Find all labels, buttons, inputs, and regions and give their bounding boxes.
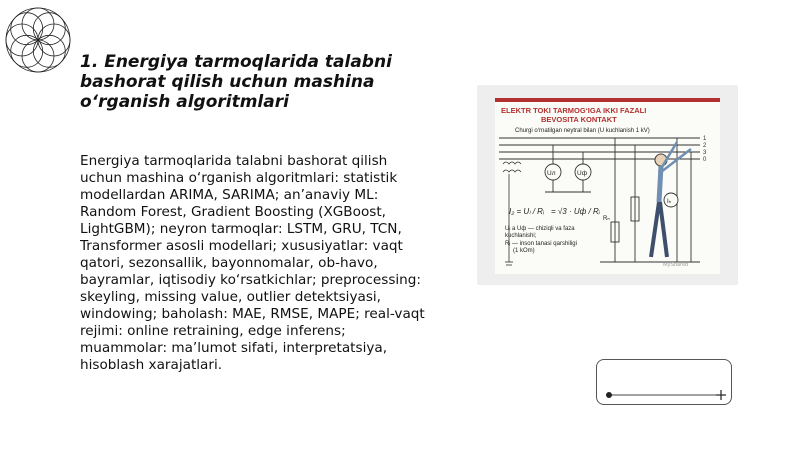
legend-line-2: kuchlanishi; — [505, 233, 537, 239]
slide-title: 1. Energiya tarmoqlarida talabni bashorat qilish uchun mashina o‘rganish algoritmlari — [80, 52, 392, 112]
svg-text:3: 3 — [703, 150, 707, 156]
legend-line-4: (1 kOm) — [513, 248, 535, 254]
legend-line-3: Rᵢ — inson tanasi qarshiligi — [505, 241, 577, 247]
figure-subtitle: Churgi o‘rnatilgan neytral bilan (U kuchlanish 1 kV) — [515, 128, 650, 134]
svg-text:0: 0 — [703, 157, 707, 163]
rosette-logo-icon — [4, 6, 72, 74]
formula-rhs: = √3 · Uф / Rᵢ — [551, 207, 600, 216]
legend-line-1: Uₗ a Uф — chiziqli va faza — [505, 226, 575, 232]
figure-heading-1: ELEKTR TOKI TARMOG‘IGA IKKI FAZALI — [501, 106, 647, 115]
figure-watermark: MyShared — [663, 262, 689, 268]
dot-icon[interactable] — [606, 392, 612, 398]
svg-text:1: 1 — [703, 136, 707, 142]
meter-v2-label: Uф — [577, 170, 588, 177]
plus-icon[interactable] — [716, 390, 726, 400]
electrical-contact-figure — [495, 98, 720, 274]
meter-a-label: Iₕ — [667, 199, 672, 205]
slider-widget[interactable] — [596, 359, 732, 405]
r-label: Rₙ — [603, 216, 610, 222]
svg-text:2: 2 — [703, 143, 707, 149]
figure-heading-2: BEVOSITA KONTAKT — [541, 115, 617, 124]
slide-body-text: Energiya tarmoqlarida talabni bashorat qilish uchun mashina o‘rganish algoritmlari: statistik modellardan ARIMA, SARIMA; an’anaviy ML: Random Forest, Gradient Boosting (XGBoost, LightGBM); neyron tarmoqlar: LSTM, GRU, TCN, Transformer asosli modellari; xususiyatlar: vaqt qatori, sezonsallik, bayonnomalar, ob-havo, bayramlar, iqtisodiy ko‘rsatkichlar; preprocessing: skeyling, missing value, outlier detektsiyasi, windowing; baholash: MAE, RMSE, MAPE; real-vaqt rejimi: online retraining, edge inferens; muammolar: ma’lumot sifati, interpretatsiya, hisoblash xarajatlari. — [80, 153, 425, 373]
formula-lhs: I₂ = Uₗ / Rᵢ — [509, 207, 544, 216]
meter-v1-label: Uл — [547, 170, 556, 177]
